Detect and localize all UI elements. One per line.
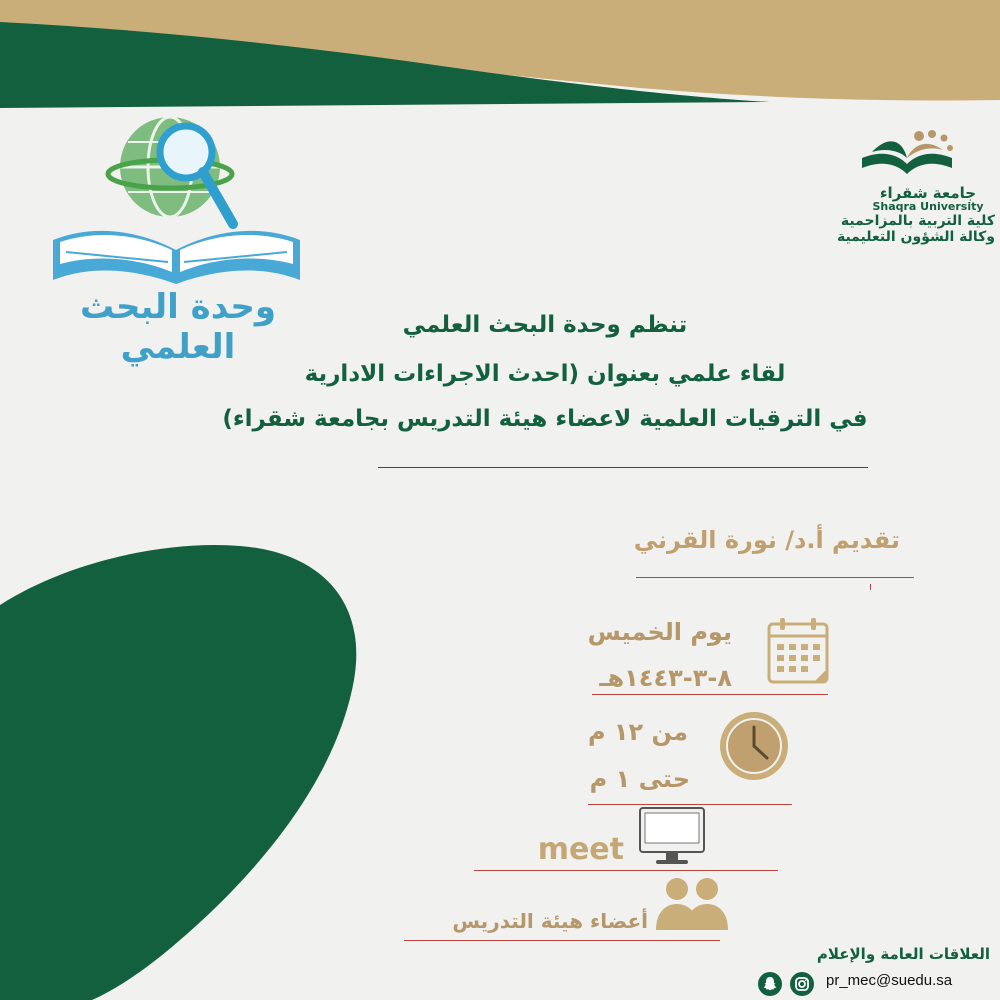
time-to: حتى ١ م: [589, 765, 690, 793]
audience-label: أعضاء هيئة التدريس: [452, 909, 648, 933]
clock-icon: [718, 710, 790, 782]
headline-line-3: في الترقيات العلمية لاعضاء هيئة التدريس بجامعة شقراء): [222, 406, 868, 432]
snapchat-icon[interactable]: [758, 972, 782, 996]
platform-divider: [474, 870, 778, 871]
date-divider: [592, 694, 828, 695]
people-icon: [652, 876, 732, 932]
headline-line-2: لقاء علمي بعنوان (احدث الاجراءات الادارية: [304, 361, 786, 387]
college-name: كلية التربية بالمزاحمية: [840, 213, 995, 229]
open-book-icon: [53, 231, 300, 284]
agency-name: وكالة الشؤون التعليمية: [836, 229, 995, 245]
university-logo: [815, 128, 995, 245]
audience-divider: [404, 940, 720, 941]
calendar-icon: [766, 616, 832, 686]
presenter-tick: [870, 584, 871, 590]
event-day: يوم الخميس: [587, 618, 732, 646]
monitor-icon: [636, 806, 708, 868]
research-unit-name: وحدة البحث العلمي: [80, 287, 276, 367]
time-divider: [588, 804, 792, 805]
pr-department: العلاقات العامة والإعلام: [816, 945, 990, 963]
time-from: من ١٢ م: [587, 718, 688, 746]
book-icon: [857, 128, 957, 186]
instagram-icon[interactable]: [790, 972, 814, 996]
platform-name: meet: [537, 832, 624, 867]
presenter-name: تقديم أ.د/ نورة القرني: [633, 526, 900, 554]
research-unit-logo: [38, 112, 318, 367]
event-date: ٨-٣-١٤٤٣هـ: [599, 664, 732, 692]
university-name-en: Shaqra University: [872, 200, 984, 213]
headline-divider: [378, 467, 868, 468]
presenter-divider: [636, 577, 914, 578]
pr-email[interactable]: pr_mec@suedu.sa: [826, 972, 953, 989]
university-name-ar: جامعة شقراء: [879, 184, 977, 202]
headline-line-1: تنظم وحدة البحث العلمي: [402, 312, 688, 338]
